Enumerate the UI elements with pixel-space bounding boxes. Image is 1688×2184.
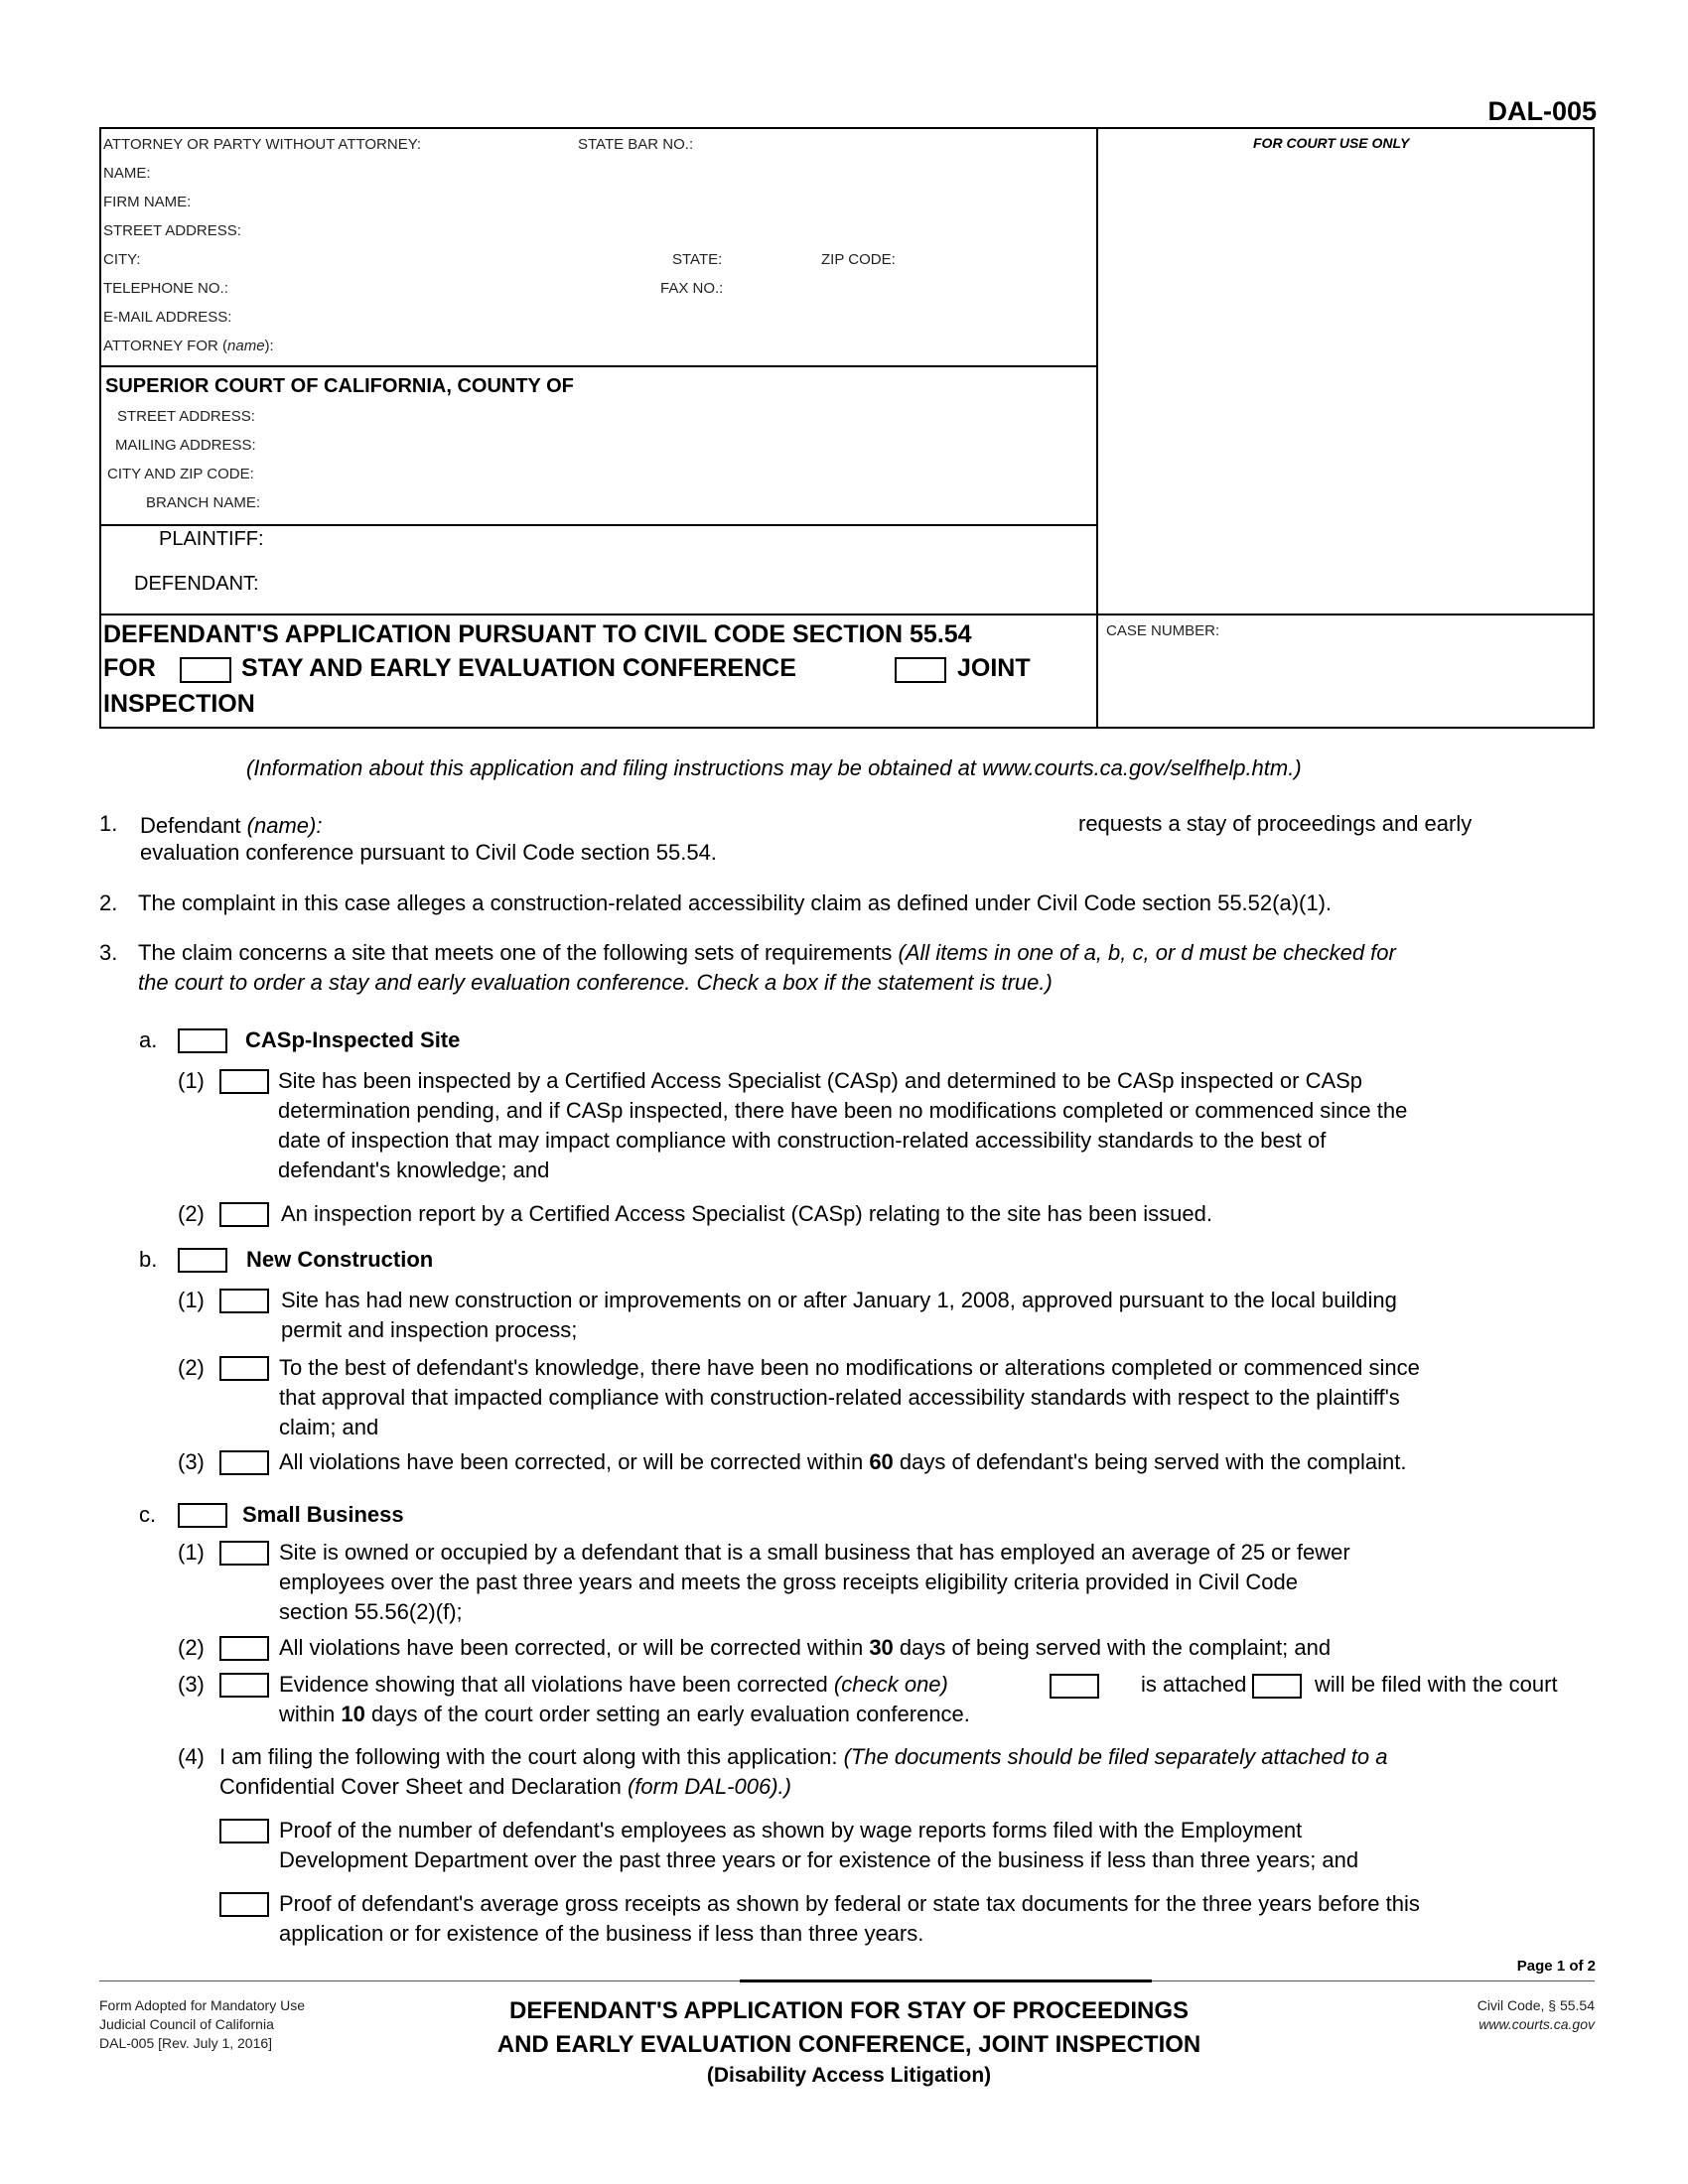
c4-line1: I am filing the following with the court along with this application: (The documents should be filed separately attached to a xyxy=(219,1744,1388,1769)
phone-label: TELEPHONE NO.: xyxy=(103,280,228,297)
c3-attached-checkbox[interactable] xyxy=(1050,1674,1099,1699)
c3-will-file-label: will be filed with the court xyxy=(1315,1672,1558,1697)
section-a-checkbox[interactable] xyxy=(178,1028,227,1053)
b3-text: All violations have been corrected, or will be corrected within 60 days of defendant's being served with the complaint. xyxy=(279,1449,1407,1474)
c2-checkbox[interactable] xyxy=(219,1636,269,1661)
joint-inspection-checkbox[interactable] xyxy=(895,657,946,683)
b3-checkbox[interactable] xyxy=(219,1450,269,1475)
b2-line3: claim; and xyxy=(279,1415,379,1439)
city-label: CITY: xyxy=(103,251,141,268)
a2-checkbox[interactable] xyxy=(219,1202,269,1227)
c2-number: (2) xyxy=(178,1635,205,1660)
item3-line2: the court to order a stay and early evaluation conference. Check a box if the statement is true.) xyxy=(138,970,1053,995)
b2-number: (2) xyxy=(178,1355,205,1380)
c2-text: All violations have been corrected, or will be corrected within 30 days of being served with the complaint; and xyxy=(279,1635,1332,1660)
a1-line1: Site has been inspected by a Certified Access Specialist (CASp) and determined to be CASp inspected or CASp xyxy=(278,1068,1363,1093)
footer-right-1: Civil Code, § 55.54 xyxy=(1477,1997,1595,2013)
stay-conference-checkbox[interactable] xyxy=(180,657,231,683)
info-line: (Information about this application and filing instructions may be obtained at www.courts.ca.gov/selfhelp.htm.) xyxy=(246,755,1302,780)
name-label: NAME: xyxy=(103,165,151,182)
street-label: STREET ADDRESS: xyxy=(103,222,241,239)
footer-left-2: Judicial Council of California xyxy=(99,2016,274,2032)
attorney-for-label: ATTORNEY FOR (name): xyxy=(103,338,274,354)
court-mailing-label: MAILING ADDRESS: xyxy=(115,437,256,454)
c4-line2: Confidential Cover Sheet and Declaration (form DAL-006).) xyxy=(219,1774,791,1799)
form-title-option1: STAY AND EARLY EVALUATION CONFERENCE xyxy=(241,654,796,682)
c3-number: (3) xyxy=(178,1672,205,1697)
footer-title-3: (Disability Access Litigation) xyxy=(706,2064,992,2087)
a1-line2: determination pending, and if CASp inspected, there have been no modifications completed or commenced since the xyxy=(278,1098,1408,1123)
b2-line2: that approval that impacted compliance with construction-related accessibility standards with respect to the plaintiff's xyxy=(279,1385,1400,1410)
item1-request: requests a stay of proceedings and early xyxy=(1078,811,1473,836)
court-city-zip-label: CITY AND ZIP CODE: xyxy=(107,466,254,482)
state-bar-label: STATE BAR NO.: xyxy=(578,136,694,153)
footer-title-1: DEFENDANT'S APPLICATION FOR STAY OF PROCEEDINGS xyxy=(509,1997,1189,2024)
c3-line1: Evidence showing that all violations have been corrected (check one) xyxy=(279,1672,948,1697)
section-b-title: New Construction xyxy=(246,1247,434,1272)
court-title: SUPERIOR COURT OF CALIFORNIA, COUNTY OF xyxy=(105,375,574,397)
item2-text: The complaint in this case alleges a construction-related accessibility claim as defined under Civil Code section 55.52(a)(1). xyxy=(138,890,1333,915)
c1-number: (1) xyxy=(178,1540,205,1565)
b1-number: (1) xyxy=(178,1288,205,1312)
footer-title-2: AND EARLY EVALUATION CONFERENCE, JOINT INSPECTION xyxy=(496,2031,1201,2058)
proof-receipts-line2: application or for existence of the business if less than three years. xyxy=(279,1921,924,1946)
item2-number: 2. xyxy=(99,890,118,915)
footer-rule-center xyxy=(740,1979,1152,1982)
c3-checkbox[interactable] xyxy=(219,1673,269,1698)
firm-label: FIRM NAME: xyxy=(103,194,192,210)
item1-number: 1. xyxy=(99,811,118,836)
plaintiff-label: PLAINTIFF: xyxy=(159,528,264,550)
section-b-checkbox[interactable] xyxy=(178,1248,227,1273)
item1-defendant: Defendant (name): xyxy=(140,813,323,838)
a2-number: (2) xyxy=(178,1201,205,1226)
a1-number: (1) xyxy=(178,1068,205,1093)
item3-line1: The claim concerns a site that meets one of the following sets of requirements (All items in one of a, b, c, or d must be checked for xyxy=(138,940,1396,965)
section-a-title: CASp-Inspected Site xyxy=(245,1027,461,1052)
form-id: DAL-005 xyxy=(1487,96,1597,126)
b1-checkbox[interactable] xyxy=(219,1289,269,1313)
item1-line2: evaluation conference pursuant to Civil Code section 55.54. xyxy=(140,840,717,865)
form-title-for: FOR xyxy=(103,654,156,682)
c1-line2: employees over the past three years and meets the gross receipts eligibility criteria provided in Civil Code xyxy=(279,1570,1298,1594)
fax-label: FAX NO.: xyxy=(660,280,724,297)
b1-line1: Site has had new construction or improvements on or after January 1, 2008, approved pursuant to the local building xyxy=(281,1288,1397,1312)
a2-text: An inspection report by a Certified Access Specialist (CASp) relating to the site has been issued. xyxy=(281,1201,1212,1226)
email-label: E-MAIL ADDRESS: xyxy=(103,309,232,326)
c1-line3: section 55.56(2)(f); xyxy=(279,1599,463,1624)
section-c-letter: c. xyxy=(139,1502,157,1527)
b2-checkbox[interactable] xyxy=(219,1356,269,1381)
case-number-label: CASE NUMBER: xyxy=(1106,622,1220,639)
attorney-header: ATTORNEY OR PARTY WITHOUT ATTORNEY: xyxy=(103,136,422,153)
c3-line2: within 10 days of the court order setting an early evaluation conference. xyxy=(279,1702,970,1726)
page-number: Page 1 of 2 xyxy=(1516,1958,1596,1975)
defendant-label: DEFENDANT: xyxy=(134,573,259,595)
item3-number: 3. xyxy=(99,940,118,965)
form-title-line1: DEFENDANT'S APPLICATION PURSUANT TO CIVIL CODE SECTION 55.54 xyxy=(103,620,972,648)
a1-line3: date of inspection that may impact compliance with construction-related accessibility standards to the best of xyxy=(278,1128,1327,1153)
state-label: STATE: xyxy=(672,251,723,268)
a1-line4: defendant's knowledge; and xyxy=(278,1158,550,1182)
form-title-option2b: INSPECTION xyxy=(103,690,255,718)
a1-checkbox[interactable] xyxy=(219,1069,269,1094)
section-c-checkbox[interactable] xyxy=(178,1503,227,1528)
court-use-label: FOR COURT USE ONLY xyxy=(1253,135,1410,151)
court-street-label: STREET ADDRESS: xyxy=(117,408,255,425)
section-c-title: Small Business xyxy=(242,1502,404,1527)
proof-receipts-line1: Proof of defendant's average gross receipts as shown by federal or state tax documents for the three years before this xyxy=(279,1891,1420,1916)
c3-will-file-checkbox[interactable] xyxy=(1252,1674,1302,1699)
c1-checkbox[interactable] xyxy=(219,1541,269,1566)
proof-employees-line1: Proof of the number of defendant's employees as shown by wage reports forms filed with the Employment xyxy=(279,1818,1303,1843)
proof-receipts-checkbox[interactable] xyxy=(219,1892,269,1917)
zip-label: ZIP CODE: xyxy=(821,251,896,268)
b3-number: (3) xyxy=(178,1449,205,1474)
footer-right-2: www.courts.ca.gov xyxy=(1478,2016,1595,2032)
c1-line1: Site is owned or occupied by a defendant that is a small business that has employed an average of 25 or fewer xyxy=(279,1540,1350,1565)
proof-employees-line2: Development Department over the past three years or for existence of the business if less than three years; and xyxy=(279,1847,1359,1872)
form-title-option2a: JOINT xyxy=(957,654,1031,682)
c3-attached-label: is attached xyxy=(1141,1672,1247,1697)
c4-number: (4) xyxy=(178,1744,205,1769)
b2-line1: To the best of defendant's knowledge, there have been no modifications or alterations completed or commenced since xyxy=(279,1355,1420,1380)
proof-employees-checkbox[interactable] xyxy=(219,1819,269,1843)
section-b-letter: b. xyxy=(139,1247,158,1272)
section-a-letter: a. xyxy=(139,1027,158,1052)
footer-left-3: DAL-005 [Rev. July 1, 2016] xyxy=(99,2035,273,2051)
b1-line2: permit and inspection process; xyxy=(281,1317,578,1342)
footer-left-1: Form Adopted for Mandatory Use xyxy=(99,1997,305,2013)
court-branch-label: BRANCH NAME: xyxy=(146,494,261,511)
